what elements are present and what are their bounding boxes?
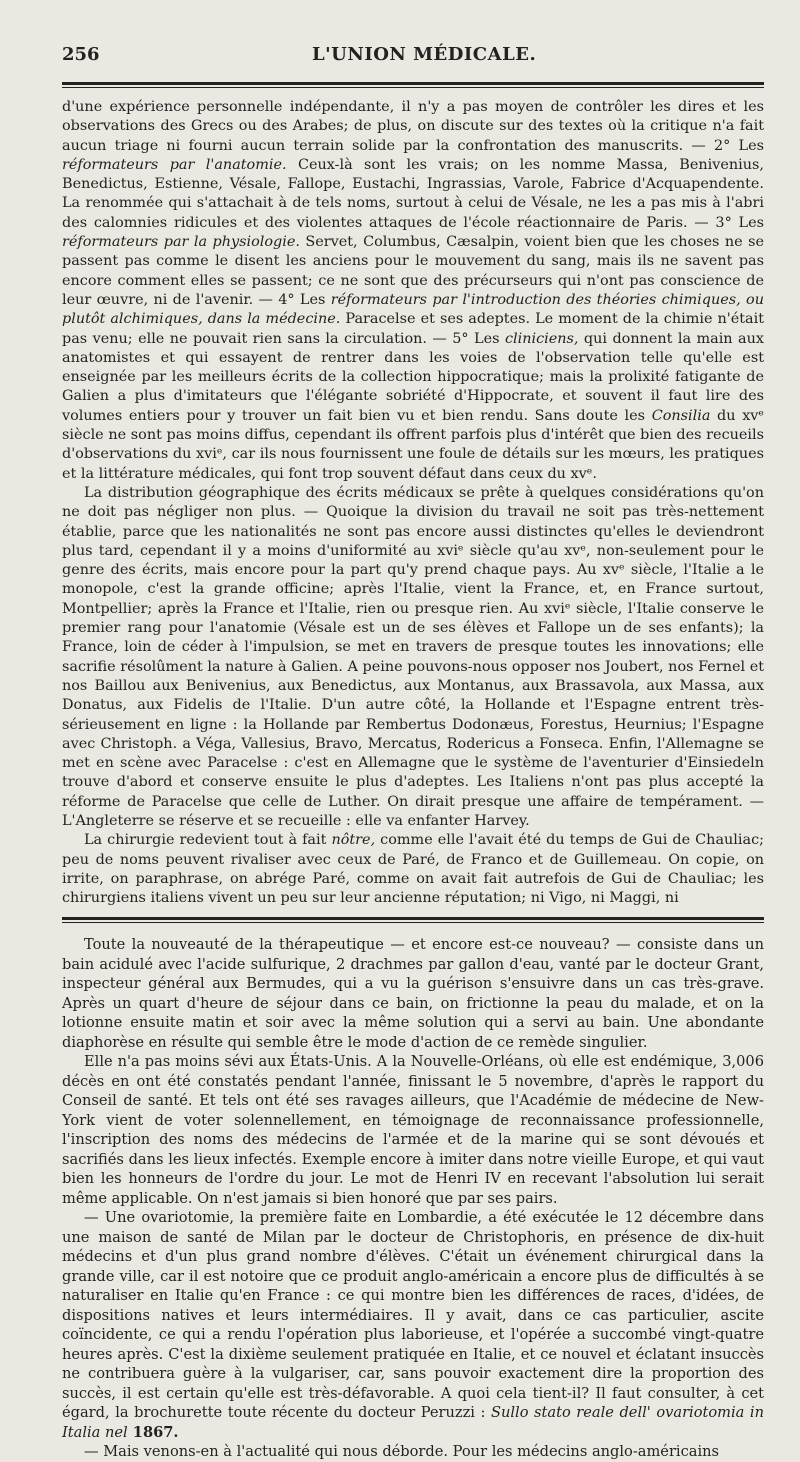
italic-run: Consilia bbox=[651, 407, 711, 424]
italic-run: Sullo stato reale dell' ovariotomia in Italia nel bbox=[62, 1404, 764, 1441]
text-run: d'une expérience personnelle indépendante, il n'y a pas moyen de contrôler les dires et les observations des Grecs ou des Arabes; de plus, on discute sur des textes où la critique n'a fait aucun triage ni fourni aucun terrain solide par la confrontation des manuscrits. — 2° Les bbox=[62, 99, 764, 154]
header-rule-thin bbox=[62, 87, 764, 88]
feuilleton-paragraph: Toute la nouveauté de la thérapeutique — et encore est-ce nouveau? — consiste dans un bain acidulé avec l'acide sulfurique, 2 drachmes par gallon d'eau, vanté par le docteur Grant, inspecteur général aux Bermudes, qui a vu la guérison s'ensuivre dans un cas très-grave. Après un quart d'heure de séjour dans ce bain, on frictionne la peau du malade, et on la lotionne ensuite matin et soir avec la même solution qui a servi au bain. Une abondante diaphorèse en résulte qui semble être le mode d'action de ce remède singulier. bbox=[62, 936, 764, 1051]
article-paragraph: La distribution géographique des écrits médicaux se prête à quelques considérations qu'on ne doit pas négliger non plus. — Quoique la division du travail ne soit pas très-nettement établie, parce que les nationalités ne sont pas encore aussi distinctes qu'elles le deviendront plus tard, cependant il y a moins d'uniformité au xviᵉ siècle qu'au xvᵉ, non-seulement pour le genre des écrits, mais encore pour la part qu'y prend chaque pays. Au xvᵉ siècle, l'Italie a le monopole, c'est la grande officine; après l'Italie, vient la France, et, en France surtout, Montpellier; après la France et l'Italie, rien ou presque rien. Au xviᵉ siècle, l'Italie conserve le premier rang pour l'anatomie (Vésale est un de ses élèves et Fallope un de ses enfants); la France, loin de céder à l'impulsion, se met en travers de presque toutes les innovations; elle sacrifie résolûment la nature à Galien. A peine pouvons-nous opposer nos Joubert, nos Fernel et nos Baillou aux Benivenius, aux Benedictus, aux Montanus, aux Brassavola, aux Massa, aux Donatus, aux Fidelis de l'Italie. D'un autre côté, la Hollande et l'Espagne entrent très-sérieusement en ligne : la Hollande par Rembertus Dodonæus, Forestus, Heurnius; l'Espagne avec Christoph. a Véga, Vallesius, Bravo, Mercatus, Rodericus a Fonseca. Enfin, l'Allemagne se met en scène avec Paracelse : c'est en Allemagne que le système de l'aventurier d'Einsiedeln trouve d'abord et conserve ensuite le plus d'adeptes. Les Italiens n'ont pas plus accepté la réforme de Paracelse que celle de Luther. On dirait presque une affaire de tempérament. — L'Angleterre se réserve et se recueille : elle va enfanter Harvey. bbox=[62, 484, 764, 829]
article-paragraph bbox=[62, 831, 764, 908]
feuilleton-paragraph: — Mais venons-en à l'actualité qui nous déborde. Pour les médecins anglo-américains bbox=[84, 1443, 720, 1461]
text-run: La chirurgie redevient tout à fait bbox=[84, 832, 332, 849]
italic-run: cliniciens, bbox=[504, 330, 579, 347]
feuilleton bbox=[62, 935, 764, 1462]
article-paragraph bbox=[62, 98, 764, 484]
text-run: qui donnent la main aux anatomistes et qui essayent de rentrer dans les voies de l'observation telle qu'elle est enseignée par les meilleurs écrits de la collection hippocratique; mais la prolixité fatigante de Galien a plus d'imitateurs que l'élégante sobriété d'Hippocrate, et souvent il faut lire des volumes entiers pour y trouver un fait bien vu et bien rendu. Sans doute les bbox=[62, 330, 764, 424]
italic-run: nôtre, bbox=[331, 832, 376, 849]
header-rule-thick bbox=[62, 82, 764, 85]
bold-run: 1867. bbox=[127, 1423, 179, 1441]
running-head: L'UNION MÉDICALE. bbox=[312, 44, 537, 65]
page-number: 256 bbox=[62, 44, 100, 65]
text-run: Servet, Columbus, Cæsalpin, voient bien que les choses ne se passent pas comme le disent les anciens pour le mouvement du sang, mais ils ne savent pas encore comment elles se passent; ce ne sont que des précurseurs qui n'ont pas conscience de leur œuvre, ni de l'avenir. — 4° Les bbox=[62, 234, 764, 308]
text-run: Ceux-là sont les vrais; on les nomme Massa, Benivenius, Benedictus, Estienne, Vésale, Fallope, Eustachi, Ingrassias, Varole, Fabrice d'Acquapendente. La renommée qui s'attachait à de tels noms, surtout à celui de Vésale, ne les a pas mis à l'abri des calomnies ridicules et des violentes attaques de l'école réactionnaire de Paris. — 3° Les bbox=[62, 156, 764, 231]
italic-run: réformateurs par l'anatomie. bbox=[62, 156, 287, 173]
text-run: du xvᵉ siècle ne sont pas moins diffus, cependant ils offrent parfois plus d'intérêt que bien des recueils d'observations du xviᵉ, car ils nous fournissent une foule de détails sur les mœurs, les pratiques et la littérature médicales, qui font trop souvent défaut dans ceux du xvᵉ. bbox=[62, 407, 765, 482]
italic-run: réformateurs par la physiologie. bbox=[62, 234, 300, 251]
feuilleton-separator bbox=[62, 917, 764, 923]
feuilleton-paragraph: Elle n'a pas moins sévi aux États-Unis. A la Nouvelle-Orléans, où elle est endémique, 3,006 décès en ont été constatés pendant l'année, finissant le 5 novembre, d'après le rapport du Conseil de santé. Et tels ont été ses ravages ailleurs, que l'Académie de médecine de New-York vient de voter solennellement, en témoignage de reconnaissance professionnelle, l'inscription des noms des médecins de l'armée et de la marine qui se sont dévoués et sacrifiés dans les lieux infectés. Exemple encore à imiter dans notre vieille Europe, et qui vaut bien les honneurs de l'ordre du jour. Le mot de Henri IV en recevant l'absolution lui serait même applicable. On n'est jamais si bien honoré que par ses pairs. bbox=[62, 1053, 764, 1207]
text-run: — Une ovariotomie, la première faite en Lombardie, a été exécutée le 12 décembre dans une maison de santé de Milan par le docteur de Christophoris, en présence de dix-huit médecins et d'un plus grand nombre d'élèves. C'était un événement chirurgical dans la grande ville, car il est notoire que ce produit anglo-américain a encore plus de difficultés à se naturaliser en Italie qu'en France : ce qui montre bien les différences de races, d'idées, de dispositions natives et leurs intermédiaires. Il y avait, dans ce cas particulier, ascite coïncidente, ce qui a rendu l'opération plus laborieuse, et l'opérée a succombé vingt-quatre heures après. C'est la dixième seulement pratiquée en Italie, et ce nouvel et éclatant insuccès ne contribuera guère à la vulgariser, car, sans pouvoir exactement dire la proportion des succès, il est certain qu'elle est très-défavorable. A quoi cela tient-il? Il faut consulter, à cet égard, la brochurette toute récente du docteur Peruzzi : bbox=[62, 1209, 764, 1422]
main-article bbox=[62, 98, 764, 908]
text-run: Paracelse et ses adeptes. Le moment de la chimie n'était pas venu; elle ne pouvait rien sans la circulation. — 5° Les bbox=[62, 311, 765, 347]
text-run: comme elle l'avait été du temps de Gui de Chauliac; peu de noms peuvent rivaliser avec ceux de Paré, de Franco et de Guillemeau. On copie, on irrite, on paraphrase, on abrége Paré, comme on avait fait autrefois de Gui de Chauliac; les chirurgiens italiens vivent un peu sur leur ancienne réputation; ni Vigo, ni Maggi, ni bbox=[62, 832, 764, 907]
separator-rule-thin bbox=[62, 922, 764, 923]
page-header bbox=[62, 44, 764, 76]
italic-run: réformateurs par l'introduction des théories chimiques, ou plutôt alchimiques, dans la médecine. bbox=[62, 291, 764, 328]
separator-rule-thick bbox=[62, 917, 764, 920]
feuilleton-paragraph bbox=[62, 1208, 764, 1442]
